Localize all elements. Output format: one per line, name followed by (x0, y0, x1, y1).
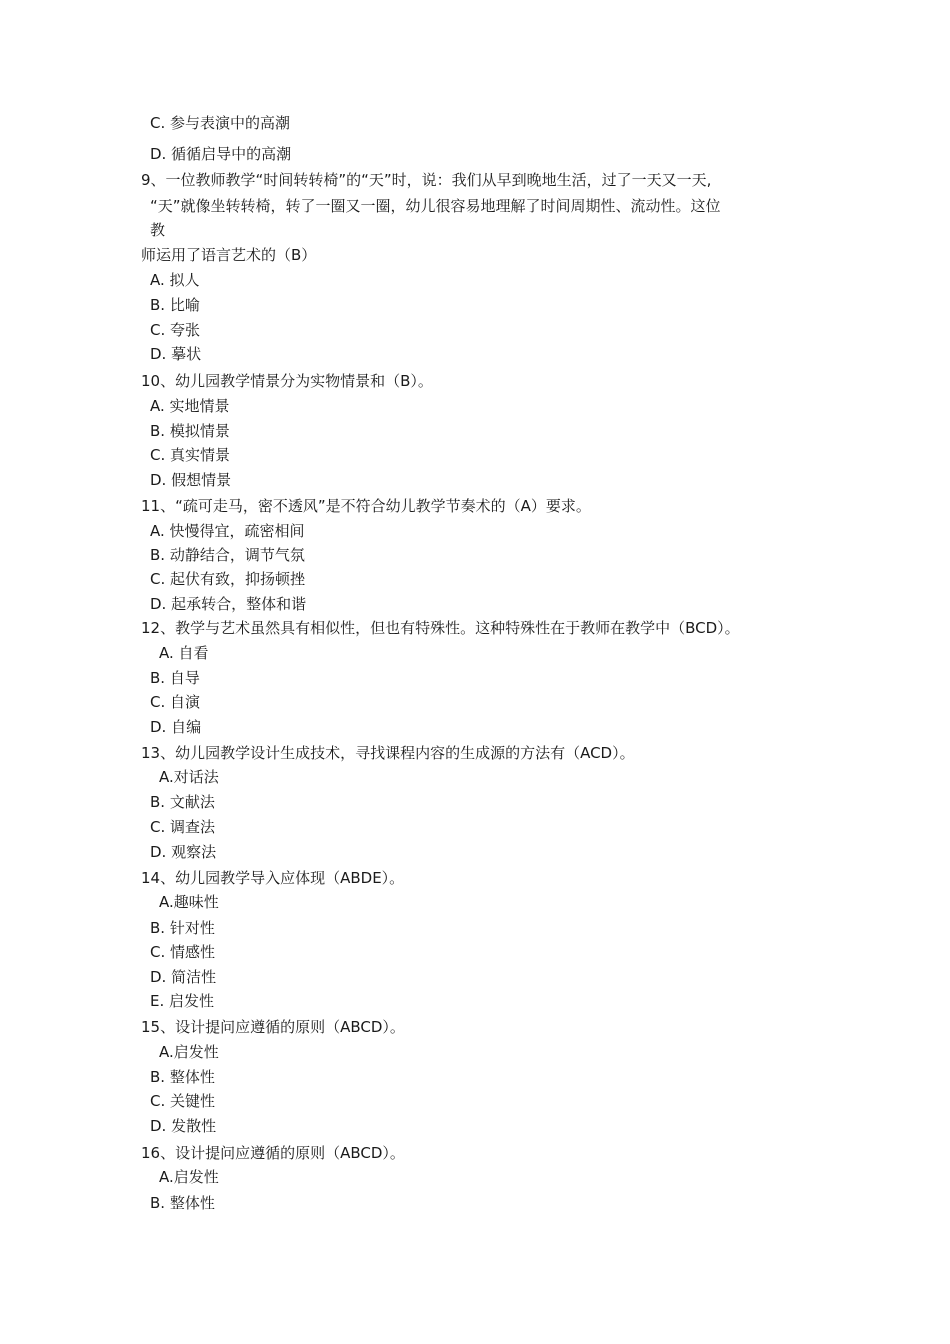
option-line: E. 启发性 (150, 992, 215, 1010)
option-line: B. 针对性 (150, 919, 215, 937)
option-line: B. 文献法 (150, 793, 215, 811)
option-line: D. 摹状 (150, 345, 202, 363)
option-line: A.趣味性 (159, 893, 219, 911)
option-line: A. 快慢得宜，疏密相间 (150, 522, 305, 540)
question-line: 12、教学与艺术虽然具有相似性，但也有特殊性。这种特殊性在于教师在教学中（BCD）。 (141, 619, 740, 637)
option-line: B. 比喻 (150, 296, 200, 314)
option-line: D. 自编 (150, 718, 202, 736)
question-line: 教 (150, 221, 166, 239)
option-line: B. 整体性 (150, 1194, 215, 1212)
option-line: B. 自导 (150, 669, 200, 687)
question-line: 10、幼儿园教学情景分为实物情景和（B）。 (141, 372, 433, 390)
option-line: A.启发性 (159, 1043, 219, 1061)
option-line: B. 整体性 (150, 1068, 215, 1086)
question-line: 师运用了语言艺术的（B） (141, 246, 317, 264)
question-line: 14、幼儿园教学导入应体现（ABDE）。 (141, 869, 405, 887)
option-line: A.对话法 (159, 768, 219, 786)
question-line: 9、一位教师教学“时间转转椅”的“天”时，说：我们从早到晚地生活，过了一天又一天, (141, 171, 712, 189)
option-line: A. 自看 (159, 644, 209, 662)
option-line: C. 自演 (150, 693, 201, 711)
option-line: A. 实地情景 (150, 397, 230, 415)
question-line: 15、设计提问应遵循的原则（ABCD）。 (141, 1018, 405, 1036)
option-line: D. 起承转合，整体和谐 (150, 595, 307, 613)
question-line: 11、“疏可走马，密不透风”是不符合幼儿教学节奏术的（A）要求。 (141, 497, 591, 515)
option-line: B. 模拟情景 (150, 422, 230, 440)
option-line: C. 关键性 (150, 1092, 216, 1110)
option-line: A.启发性 (159, 1168, 219, 1186)
option-line: B. 动静结合，调节气氛 (150, 546, 305, 564)
option-line: A. 拟人 (150, 271, 200, 289)
option-line: D. 观察法 (150, 843, 217, 861)
option-line: C. 参与表演中的高潮 (150, 114, 291, 132)
option-line: C. 调查法 (150, 818, 216, 836)
option-line: C. 真实情景 (150, 446, 231, 464)
option-line: C. 情感性 (150, 943, 216, 961)
option-line: D. 假想情景 (150, 471, 232, 489)
option-line: C. 起伏有致，抑扬顿挫 (150, 570, 306, 588)
option-line: D. 发散性 (150, 1117, 217, 1135)
option-line: D. 简洁性 (150, 968, 217, 986)
option-line: C. 夸张 (150, 321, 201, 339)
option-line: D. 循循启导中的高潮 (150, 145, 292, 163)
question-line: 13、幼儿园教学设计生成技术，寻找课程内容的生成源的方法有（ACD）。 (141, 744, 635, 762)
question-line: “天”就像坐转转椅，转了一圈又一圈，幼儿很容易地理解了时间周期性、流动性。这位 (150, 197, 721, 215)
question-line: 16、设计提问应遵循的原则（ABCD）。 (141, 1144, 405, 1162)
